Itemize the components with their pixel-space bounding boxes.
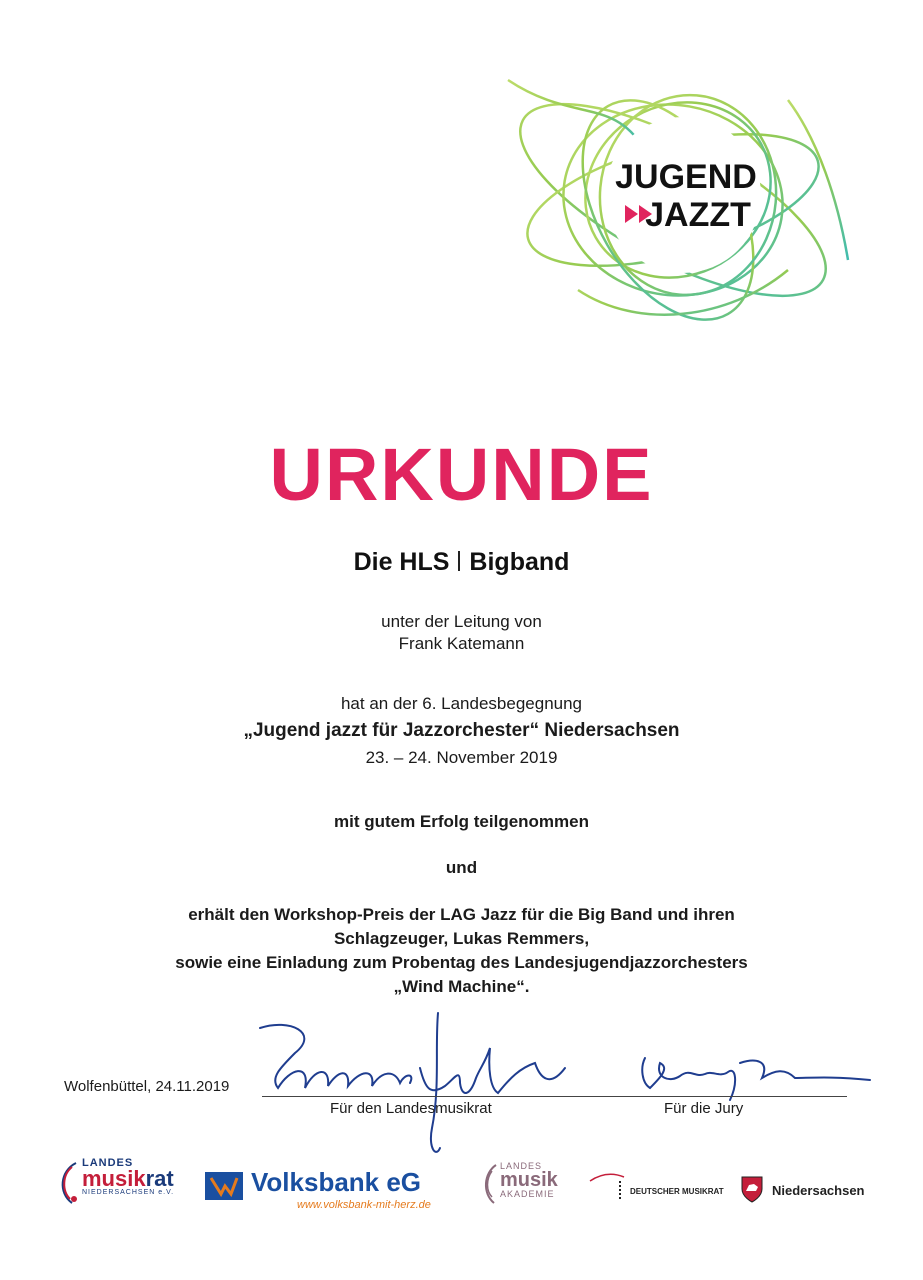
deutscher-musikrat-name: DEUTSCHER MUSIKRAT [630,1187,724,1196]
volksbank-icon [205,1172,243,1200]
signature-line [262,1096,847,1097]
landesmusikrat-sub: NIEDERSACHSEN e.V. [82,1189,175,1196]
landesmusikrat-top: LANDES [82,1157,134,1169]
place-date: Wolfenbüttel, 24.11.2019 [64,1078,230,1095]
band-name-left: Die HLS [353,548,450,576]
sponsor-deutscher-musikrat [588,1155,728,1215]
landesmusikrat-icon [52,1159,80,1205]
landesmusikrat-main-a: musik [82,1166,146,1191]
landesmusikakademie-main: musik [500,1169,558,1191]
signature-2 [420,1013,565,1152]
landesmusikrat-main-b: rat [145,1166,174,1191]
sponsor-niedersachsen [740,1155,880,1215]
award-line: erhält den Workshop-Preis der LAG Jazz für die Big Band und ihren [188,905,735,924]
niedersachsen-name: Niedersachsen [772,1183,865,1198]
band-name [0,548,923,577]
sponsor-landesmusikrat [52,1155,182,1215]
signatures [250,1008,890,1158]
signature-caption-right: Für die Jury [664,1100,744,1117]
volksbank-tagline: www.volksbank-mit-herz.de [297,1199,431,1211]
result-text: mit gutem Erfolg teilgenommen [333,812,590,831]
event-name: „Jugend jazzt für Jazzorchester“ Niedersachsen [243,720,680,741]
sponsor-volksbank [205,1155,455,1215]
volksbank-name: Volksbank eG [251,1167,422,1197]
jugend-jazzt-logo [488,60,860,340]
signature-1 [260,1025,411,1088]
conjunction: und [445,858,478,877]
logo-line2: JAZZT [645,196,751,234]
landesmusikakademie-icon [478,1161,498,1207]
sponsor-landesmusikakademie [478,1155,578,1215]
leadership-label: unter der Leitung von [381,612,542,631]
niedersachsen-coat-of-arms-icon [740,1175,764,1203]
signature-caption-left: Für den Landesmusikrat [330,1100,492,1117]
award-line: „Wind Machine“. [393,977,530,996]
award-text [0,903,923,999]
logo-line1: JUGEND [615,158,757,196]
document-title: URKUNDE [269,433,654,516]
leader-name: Frank Katemann [398,634,525,653]
deutscher-musikrat-icon [588,1165,628,1205]
band-name-right: Bigband [469,548,570,576]
event-intro: hat an der 6. Landesbegegnung [340,694,583,713]
signature-3 [642,1058,870,1100]
band-name-separator [458,551,460,571]
award-line: sowie eine Einladung zum Probentag des Landesjugendjazzorchesters [175,953,748,972]
landesmusikakademie-top: LANDES [500,1161,543,1171]
landesmusikakademie-sub: AKADEMIE [500,1189,555,1199]
award-line: Schlagzeuger, Lukas Remmers, [333,929,590,948]
event-dates: 23. – 24. November 2019 [365,748,558,767]
